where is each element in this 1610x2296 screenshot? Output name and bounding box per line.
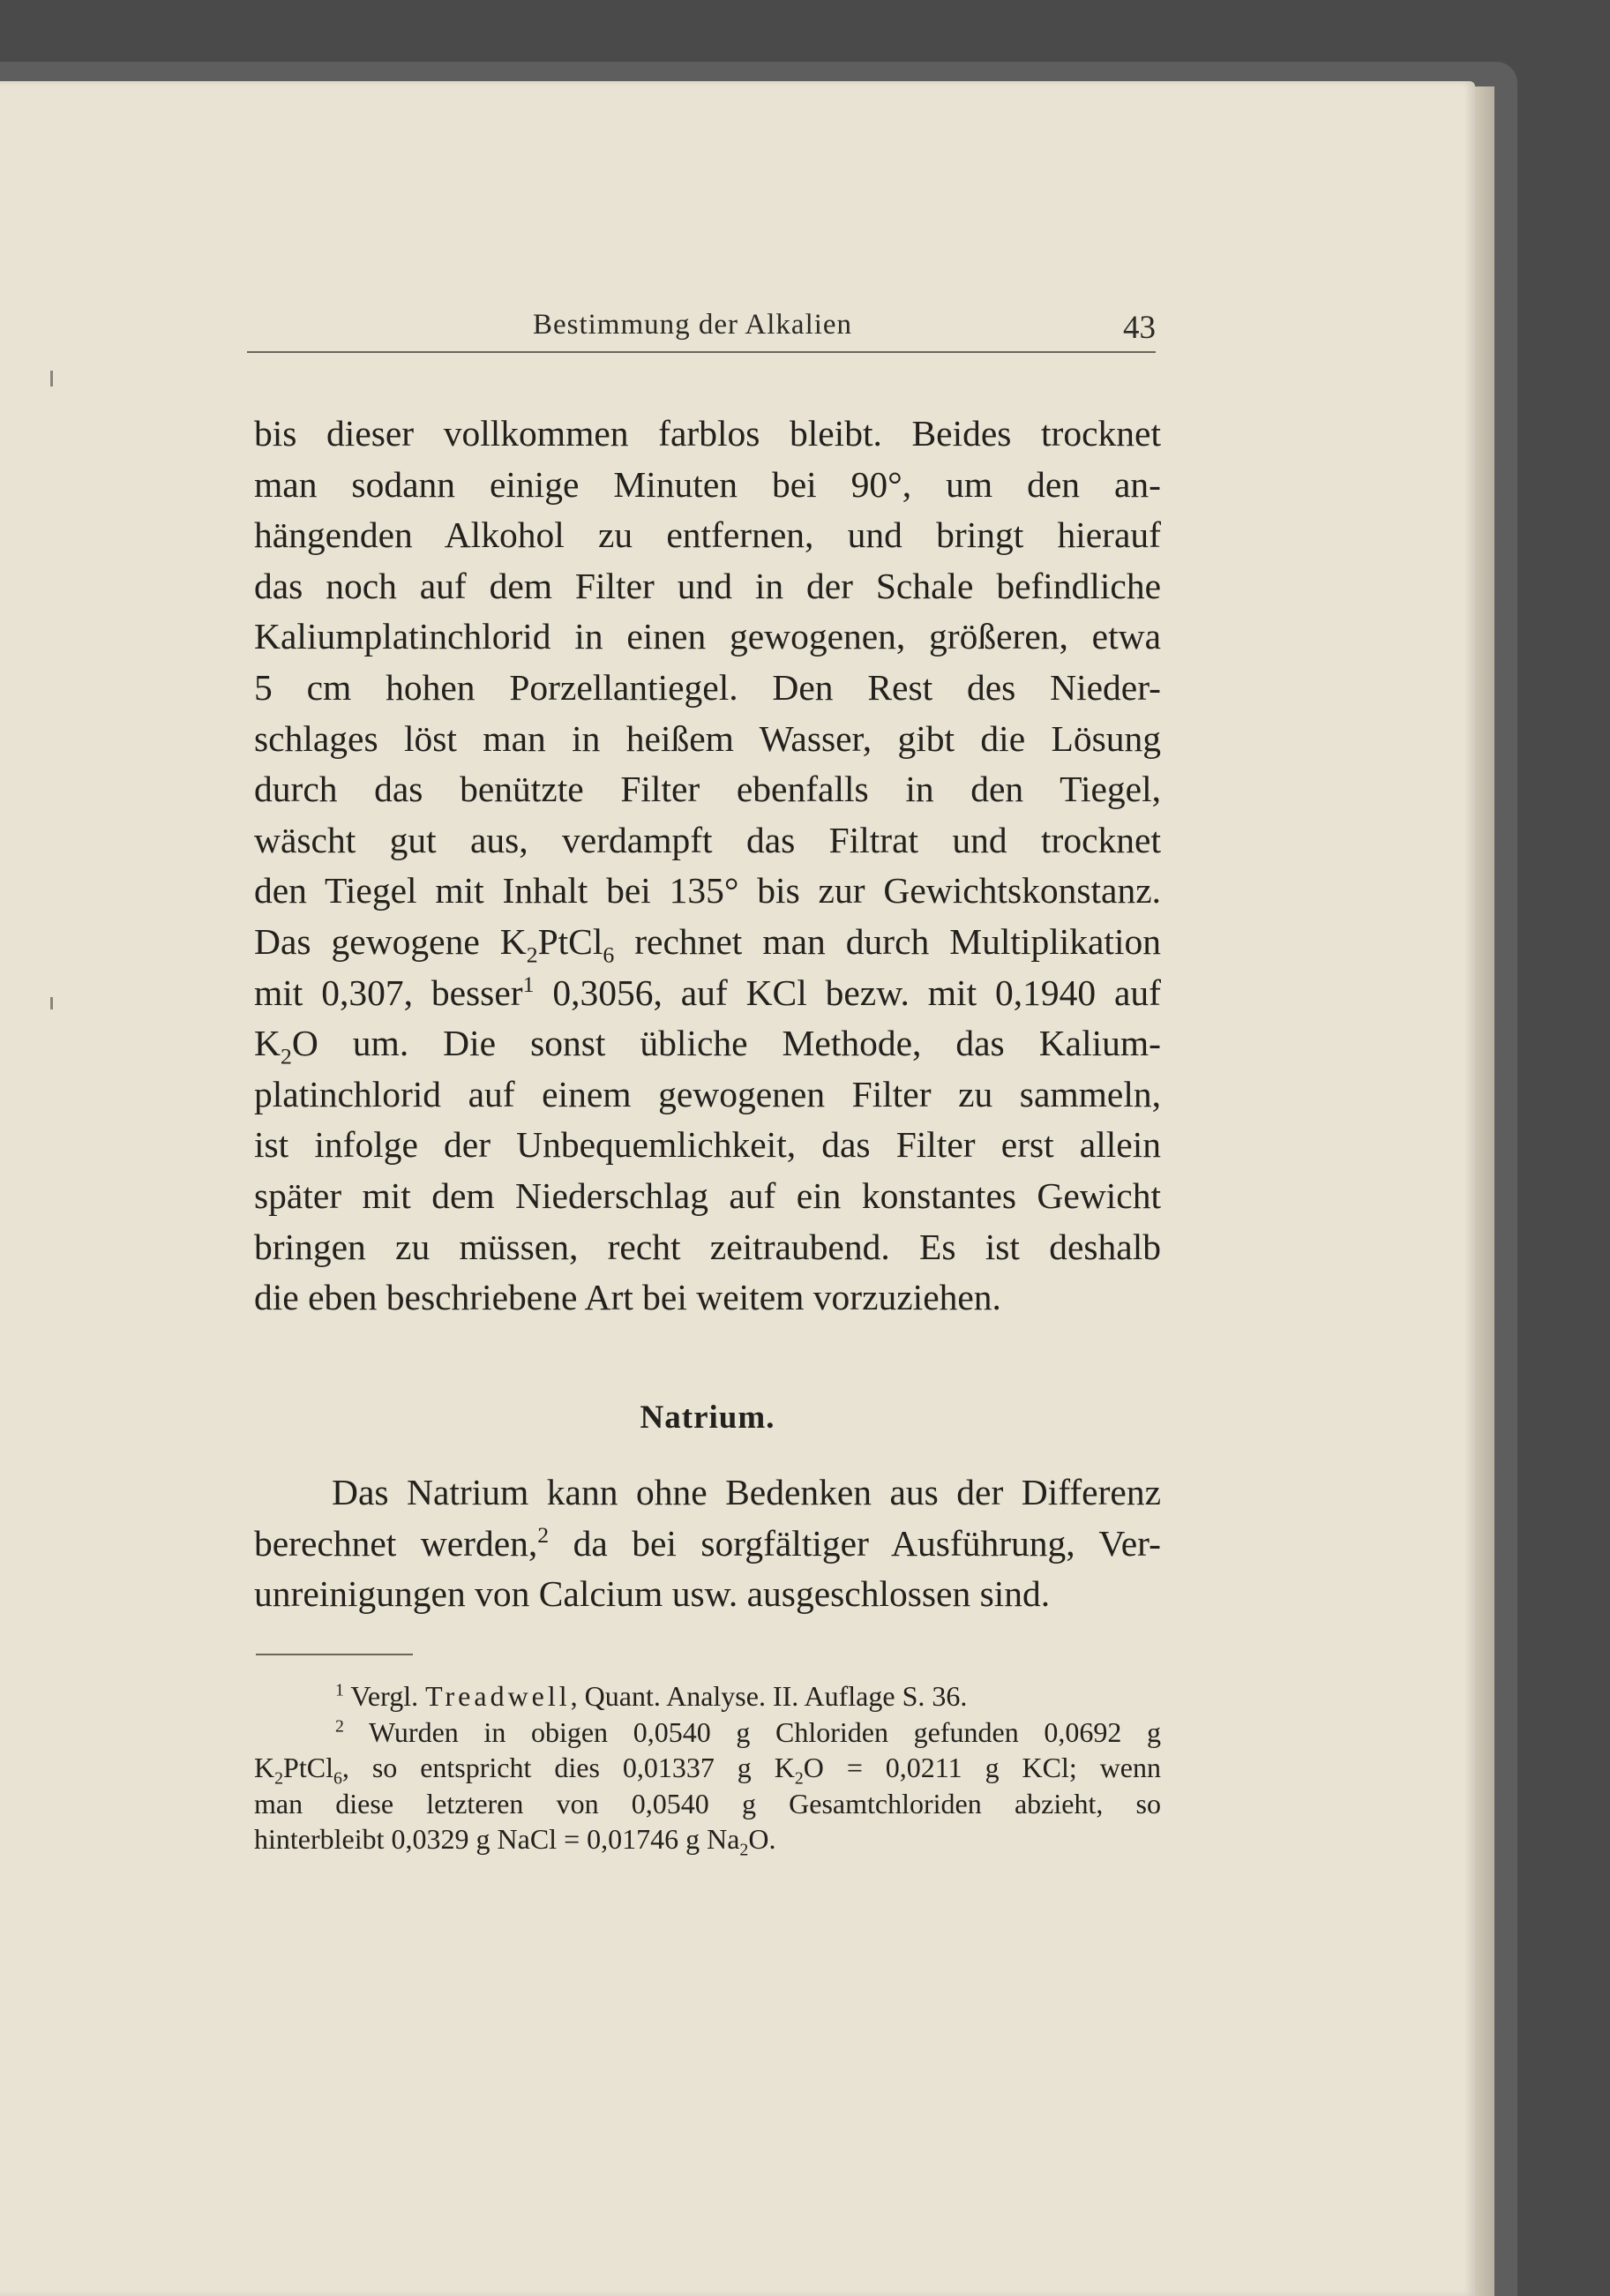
text-line xyxy=(254,917,1161,968)
footnote-mark: 2 xyxy=(335,1715,344,1736)
text-run: K xyxy=(254,1023,281,1064)
text-run: hinterbleibt 0,0329 g NaCl = 0,01746 g Na xyxy=(254,1823,740,1855)
text-line: Das Natrium kann ohne Bedenken aus der Differenz xyxy=(332,1472,1161,1512)
subscript: 2 xyxy=(794,1768,804,1789)
text-line xyxy=(254,1821,1161,1860)
text-line: das noch auf dem Filter und in der Schale befindliche xyxy=(254,565,1161,606)
text-run: O = 0,0211 g KCl; wenn xyxy=(803,1752,1162,1783)
text-run: da bei sorgfältiger Ausführung, Ver- xyxy=(549,1522,1161,1564)
text-run: K xyxy=(254,1752,275,1783)
text-line: durch das benützte Filter ebenfalls in den Tiegel, xyxy=(254,769,1161,810)
text-run: 0,3056, auf KCl bezw. mit 0,1940 auf xyxy=(534,972,1161,1013)
subscript: 2 xyxy=(274,1768,284,1789)
subscript: 6 xyxy=(603,942,615,968)
footnote-1 xyxy=(254,1678,1161,1714)
text-line xyxy=(254,1519,1161,1570)
footnote-ref: 2 xyxy=(537,1521,550,1548)
footnote-2 xyxy=(254,1714,1161,1751)
author-name: Treadwell xyxy=(425,1680,571,1712)
text-line: ist infolge der Unbequemlichkeit, das Filter erst allein xyxy=(254,1124,1161,1166)
text-run: O. xyxy=(748,1823,776,1855)
text-run: Wurden in obigen 0,0540 g Chloriden gefunden 0,0692 g xyxy=(343,1715,1161,1748)
paragraph-main xyxy=(254,409,1161,1324)
text-line xyxy=(254,968,1161,1019)
text-run: O um. Die sonst übliche Methode, das Kalium- xyxy=(291,1023,1161,1064)
text-line: später mit dem Niederschlag auf ein konstantes Gewicht xyxy=(254,1174,1161,1216)
text-line: platinchlorid auf einem gewogenen Filter zu sammeln, xyxy=(254,1073,1161,1114)
text-run: Das gewogene K xyxy=(254,920,527,962)
subscript: 6 xyxy=(333,1768,342,1789)
page-edge xyxy=(1475,86,1494,2296)
text-run: berechnet werden, xyxy=(254,1522,538,1564)
text-line: unreinigungen von Calcium usw. ausgeschlossen sind. xyxy=(254,1573,1051,1615)
text-run: mit 0,307, besser xyxy=(254,972,523,1013)
margin-mark xyxy=(50,371,53,386)
text-line: bis dieser vollkommen farblos bleibt. Beides trocknet xyxy=(254,413,1161,454)
text-line: bringen zu müssen, recht zeitraubend. Es ist deshalb xyxy=(254,1226,1161,1267)
text-line: Kaliumplatinchlorid in einen gewogenen, größeren, etwa xyxy=(254,616,1161,657)
text-line xyxy=(254,1750,1162,1789)
section-heading: Natrium. xyxy=(640,1399,775,1436)
margin-mark xyxy=(50,997,53,1009)
text-line: den Tiegel mit Inhalt bei 135° bis zur Gewichtskonstanz. xyxy=(254,870,1161,912)
text-run: Vergl. xyxy=(343,1680,426,1712)
footnote-ref: 1 xyxy=(522,971,535,997)
text-line: die eben beschriebene Art bei weitem vorzuziehen. xyxy=(254,1277,1001,1318)
running-title: Bestimmung der Alkalien xyxy=(532,309,853,341)
text-line xyxy=(254,1018,1161,1069)
text-run: , so entspricht dies 0,01337 g K xyxy=(341,1752,795,1783)
text-line: man sodann einige Minuten bei 90°, um den an- xyxy=(254,463,1161,505)
paragraph-natrium xyxy=(254,1467,1161,1620)
text-line: 5 cm hohen Porzellantiegel. Den Rest des Nieder- xyxy=(254,666,1161,708)
text-run: rechnet man durch Multiplikation xyxy=(614,920,1161,962)
footnotes xyxy=(254,1678,1162,1860)
text-line: hängenden Alkohol zu entfernen, und bringt hierauf xyxy=(254,514,1161,556)
text-line: wäscht gut aus, verdampft das Filtrat und trocknet xyxy=(254,819,1161,860)
subscript: 2 xyxy=(280,1043,292,1069)
text-run: PtCl xyxy=(537,920,603,962)
text-line: schlages löst man in heißem Wasser, gibt die Lösung xyxy=(254,717,1161,759)
page-number: 43 xyxy=(1123,310,1156,346)
footnote-mark: 1 xyxy=(335,1680,344,1700)
running-header xyxy=(247,309,1156,353)
subscript: 2 xyxy=(526,942,538,968)
footnote-rule xyxy=(256,1654,413,1655)
text-run: PtCl xyxy=(283,1752,333,1783)
subscript: 2 xyxy=(739,1840,749,1860)
text-run: , Quant. Analyse. II. Auflage S. 36. xyxy=(570,1680,968,1712)
text-line: man diese letzteren von 0,0540 g Gesamtchloriden abzieht, so xyxy=(254,1787,1161,1820)
